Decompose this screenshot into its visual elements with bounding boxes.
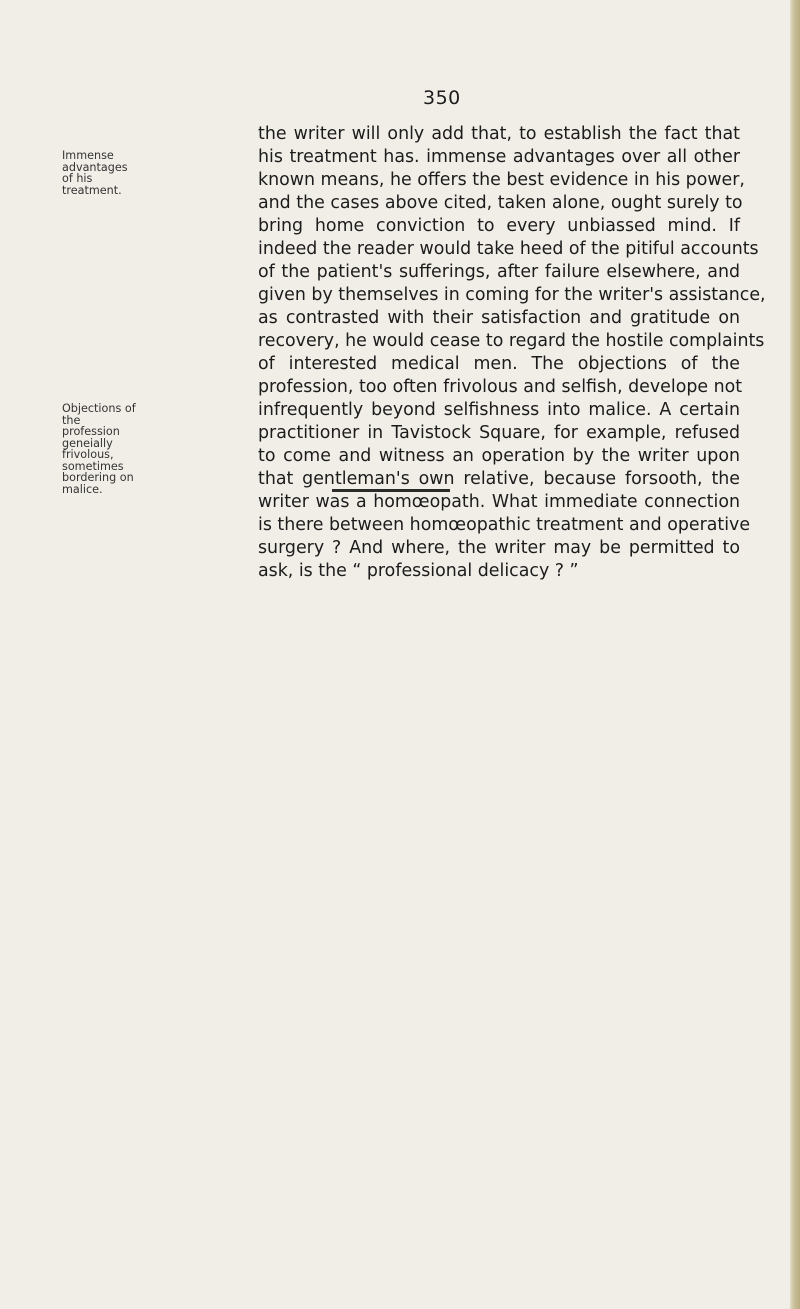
text-line: of interested medical men. The objections of the <box>258 354 740 374</box>
text-line: known means, he offers the best evidence in his power, <box>258 170 745 190</box>
margin-note-line: the <box>62 413 81 427</box>
text-line: writer was a homœopath. What immediate connection <box>258 492 740 512</box>
margin-note-objections <box>62 403 152 495</box>
text-line: to come and witness an operation by the writer upon <box>258 446 740 466</box>
text-line: recovery, he would cease to regard the hostile complaints <box>258 331 765 351</box>
text-line: as contrasted with their satisfaction and gratitude on <box>258 308 740 328</box>
margin-note-line: of his <box>62 172 93 185</box>
text-line: ask, is the “ professional delicacy ? ” <box>258 561 579 581</box>
text-line: of the patient's sufferings, after failure elsewhere, and <box>258 262 740 282</box>
margin-note-line: Objections of <box>62 402 136 415</box>
body-text <box>258 123 766 583</box>
margin-note-line: Immense <box>62 149 114 162</box>
margin-note-line: malice. <box>62 482 103 496</box>
page-edge <box>790 0 800 1309</box>
page-number: 350 <box>423 87 461 109</box>
margin-note-advantages <box>62 150 152 196</box>
margin-note-line: sometimes <box>62 459 124 473</box>
margin-note-line: geneially <box>62 436 113 450</box>
margin-note-line: frivolous, <box>62 448 114 461</box>
text-line: surgery ? And where, the writer may be permitted to <box>258 538 740 558</box>
text-line: and the cases above cited, taken alone, ought surely to <box>258 193 743 213</box>
text-line: infrequently beyond selfishness into malice. A certain <box>258 400 740 420</box>
text-line: indeed the reader would take heed of the pitiful accounts <box>258 239 759 259</box>
margin-note-line: profession <box>62 425 120 438</box>
margin-note-line: treatment. <box>62 183 122 197</box>
text-line: the writer will only add that, to establish the fact that <box>258 124 740 144</box>
text-line: bring home conviction to every unbiassed mind. If <box>258 216 740 236</box>
text-line: is there between homœopathic treatment and operative <box>258 515 751 535</box>
text-line: practitioner in Tavistock Square, for example, refused <box>258 423 740 443</box>
section-divider-rule <box>332 489 450 492</box>
margin-note-line: bordering on <box>62 471 134 484</box>
text-line: his treatment has. immense advantages over all other <box>258 147 740 167</box>
margin-note-line: advantages <box>62 160 128 174</box>
text-line: that gentleman's own relative, because forsooth, the <box>258 469 740 489</box>
text-line: profession, too often frivolous and selfish, develope not <box>258 377 743 397</box>
text-line: given by themselves in coming for the writer's assistance, <box>258 285 766 305</box>
